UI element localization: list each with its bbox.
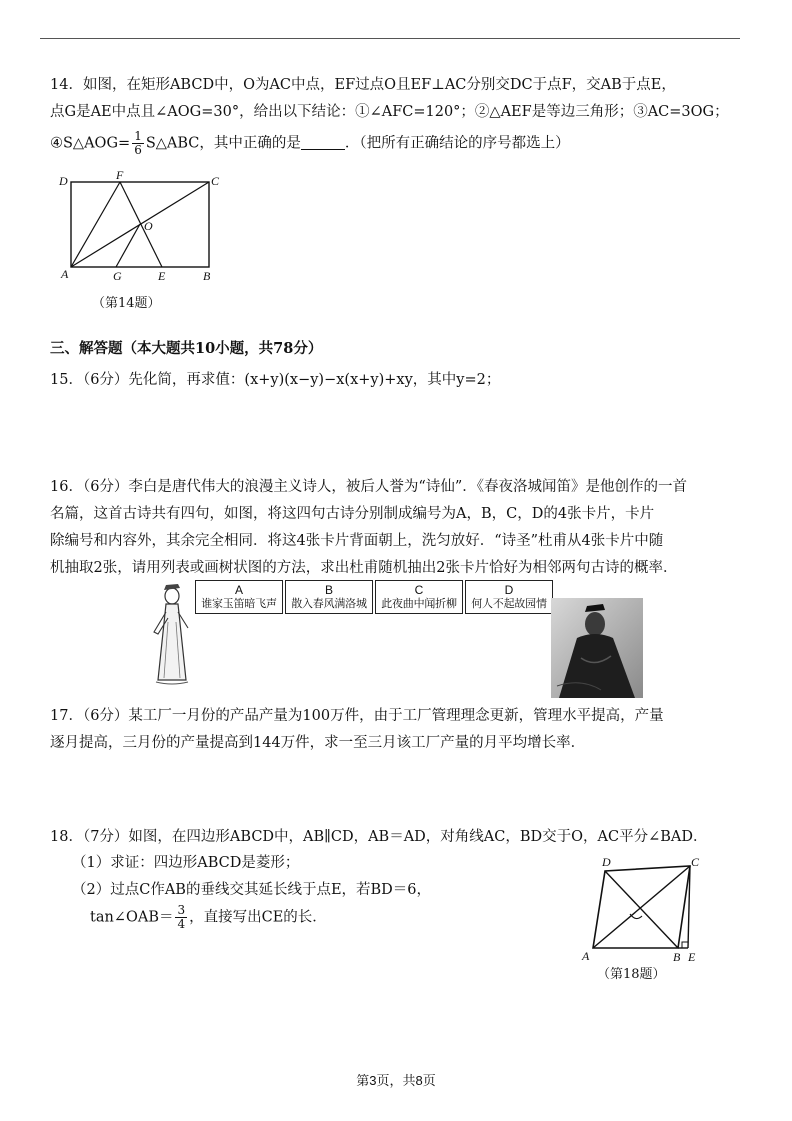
q18-part3-prefix: tan∠OAB＝ [90, 909, 174, 926]
card-a-text: 谁家玉笛暗飞声 [201, 597, 277, 610]
q18-frac-num: 3 [177, 903, 186, 917]
q18-figure [578, 856, 703, 966]
q16-line1: 16．（6分）李白是唐代伟大的浪漫主义诗人，被后人誉为“诗仙”．《春夜洛城闻笛》是他创作的一首 [50, 479, 687, 495]
q18-line1: 18．（7分）如图，在四边形ABCD中，AB∥CD，AB＝AD，对角线AC，BD交于O，AC平分∠BAD． [50, 829, 708, 845]
q18-label-d: D [602, 856, 611, 869]
q14-label-f: F [116, 170, 124, 182]
du-fu-illustration [551, 598, 643, 698]
q14-answer-blank [301, 135, 345, 150]
q14-frac-num: 1 [134, 129, 142, 143]
q14-label-e: E [158, 269, 166, 283]
q14-label-a: A [61, 267, 69, 281]
q14-line3-prefix: ④S△AOG= [50, 135, 131, 152]
card-b-text: 散入春风满洛城 [291, 597, 367, 610]
card-c [375, 580, 463, 614]
q18-part2: （2）过点C作AB的垂线交其延长线于点E，若BD＝6， [72, 882, 432, 898]
q18-diagonal-bd [605, 871, 678, 948]
q18-label-b: B [673, 950, 681, 964]
q14-line1: 14．如图，在矩形ABCD中，O为AC中点，EF过点O且EF⊥AC分别交DC于点F，交AB于点E， [50, 77, 676, 93]
q17-line2: 逐月提高，三月份的产量提高到144万件，求一至三月该工厂产量的月平均增长率． [50, 735, 586, 751]
q18-part3-suffix: ，直接写出CE的长． [189, 909, 327, 926]
q16-cards [195, 580, 553, 614]
q18-caption: （第18题） [597, 967, 666, 982]
card-b [285, 580, 373, 614]
q18-part1: （1）求证：四边形ABCD是菱形； [72, 855, 300, 871]
q18-fraction [175, 904, 187, 931]
q14-frac-den: 6 [134, 143, 142, 157]
q15-text: 15．（6分）先化简，再求值：(x+y)(x−y)−x(x+y)+xy，其中y=2； [50, 372, 501, 388]
q14-label-g: G [113, 269, 122, 283]
card-b-label: B [324, 583, 333, 597]
q14-figure [55, 170, 225, 285]
q14-label-b: B [203, 269, 211, 283]
q18-right-angle-mark [682, 942, 688, 948]
section3-heading: 三、解答题（本大题共10小题，共78分） [50, 340, 323, 357]
q18-frac-den: 4 [177, 917, 186, 931]
card-c-label: C [414, 583, 424, 597]
q14-caption: （第14题） [92, 296, 161, 311]
q17-line1: 17．（6分）某工厂一月份的产品产量为100万件，由于工厂管理理念更新，管理水平提高，产量 [50, 708, 664, 724]
page-footer: 第3页，共8页 [356, 1073, 436, 1088]
q14-label-o: O [144, 219, 153, 233]
card-c-text: 此夜曲中闻折柳 [381, 597, 457, 610]
q18-label-a: A [582, 949, 590, 963]
q14-label-c: C [211, 174, 220, 188]
q14-label-d: D [59, 174, 68, 188]
q14-segment-go [116, 224, 140, 267]
q16-line2: 名篇，这首古诗共有四句，如图，将这四句古诗分别制成编号为A，B，C，D的4张卡片，卡片 [50, 506, 655, 522]
card-d-label: D [504, 583, 514, 597]
q14-line3 [50, 130, 570, 157]
card-a [195, 580, 283, 614]
card-d-text: 何人不起故园情 [471, 597, 547, 610]
top-rule [40, 38, 740, 39]
q18-label-c: C [691, 856, 700, 869]
card-d [465, 580, 553, 614]
q14-segment-af [71, 182, 120, 267]
q18-part3 [90, 904, 327, 931]
q18-diagonal-ac [593, 866, 690, 948]
q14-line3-end: ．（把所有正确结论的序号都选上） [344, 135, 570, 152]
q14-line3-suffix: S△ABC，其中正确的是 [145, 135, 301, 152]
card-a-label: A [234, 583, 243, 597]
q14-segment-fe [120, 182, 162, 267]
q18-label-e: E [688, 950, 696, 964]
q16-line3: 除编号和内容外，其余完全相同．将这4张卡片背面朝上，洗匀放好．“诗圣”杜甫从4张卡片中随 [50, 533, 664, 549]
q14-line2: 点G是AE中点且∠AOG=30°，给出以下结论：①∠AFC=120°；②△AEF是等边三角形；③AC=3OG； [50, 104, 729, 120]
li-bai-illustration [148, 582, 193, 688]
q14-fraction [132, 130, 144, 157]
q16-line4: 机抽取2张，请用列表或画树状图的方法，求出杜甫随机抽出2张卡片恰好为相邻两句古诗的概率． [50, 560, 678, 576]
